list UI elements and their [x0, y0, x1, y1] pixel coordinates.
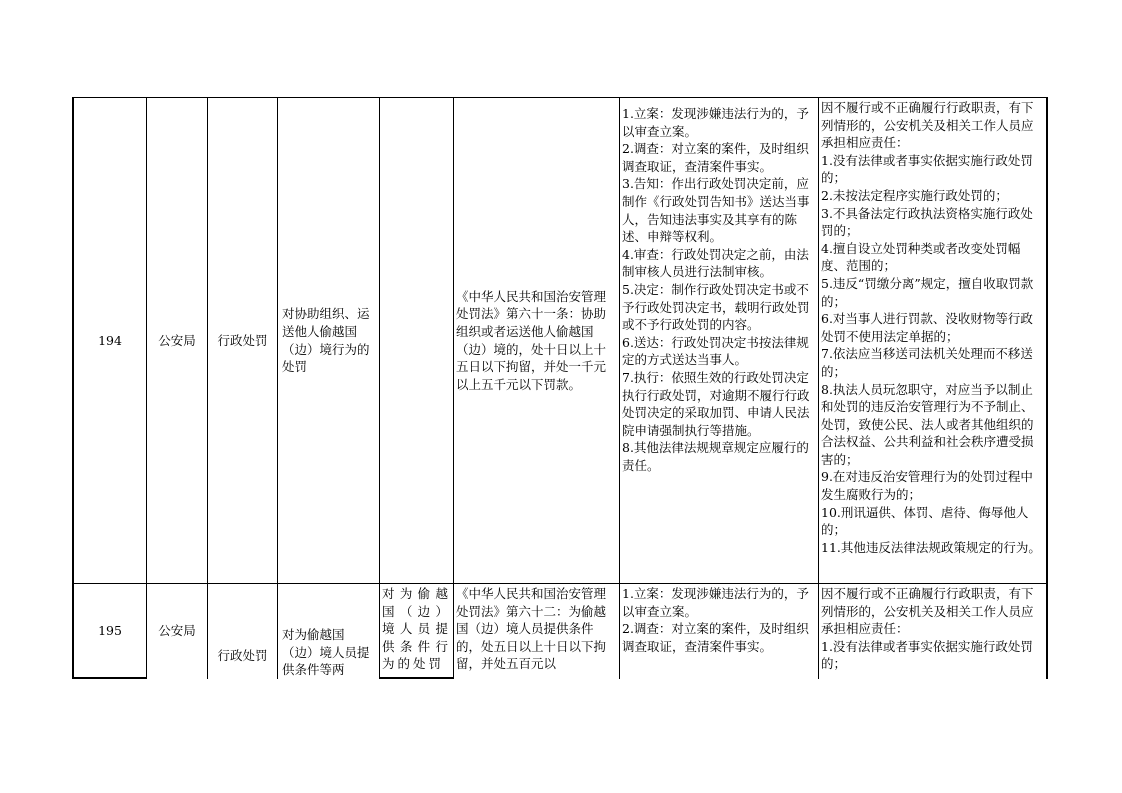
- row-195-basis: [453, 583, 620, 679]
- row-194-liability: [818, 97, 1048, 584]
- basis-text: 《中华人民共和国治安管理处罚法》第六十二：为偷越国（边）境人员提供条件的，处五日以上十日以下拘留，并处五百元以: [456, 586, 607, 672]
- row-194-process: [619, 97, 819, 584]
- row-195-seq: [72, 583, 147, 679]
- row-195-subitem: [379, 583, 454, 679]
- row-194-name: [277, 97, 380, 584]
- process-text: 1.立案：发现涉嫌违法行为的，予以审查立案。 2.调查：对立案的案件，及时组织调查取证，查清案件事实。: [622, 586, 809, 654]
- row-195-dept: [146, 583, 208, 679]
- row-194-type: [207, 97, 278, 584]
- item-name-text: 对协助组织、运送他人偷越国（边）境行为的处罚: [282, 306, 370, 375]
- row-194-subitem: [379, 97, 454, 584]
- row-194-dept: [146, 97, 208, 584]
- row-195-liability: [818, 583, 1048, 679]
- seq-text: 194: [98, 332, 122, 348]
- item-name-text: 对为偷越国（边）境人员提供条件等两: [282, 627, 370, 678]
- row-195-name: [277, 583, 380, 679]
- liability-text: 因不履行或不正确履行行政职责，有下列情形的，公安机关及相关工作人员应承担相应责任： 1.没有法律或者事实依据实施行政处罚的； 2.未按法定程序实施行政处罚的； 3.不具备法定行政执法资格实施行政处罚的； 4.擅自设立处罚种类或者改变处罚幅度、范围的； 5.违反“罚缴分离”规定，擅自收取罚款的； 6.对当事人进行罚款、没收财物等行政处罚不使用法定单据的； 7.依法应当移送司法机关处理而不移送的； 8.执法人员玩忽职守，对应当予以制止和处罚的违反治安管理行为不予制止、处罚，致使公民、法人或者其他组织的合法权益、公共利益和社会秩序遭受损害的； 9.在对违反治安管理行为的处罚过程中发生腐败行为的； 10.刑讯逼供、体罚、虐待、侮辱他人的； 11.其他违反法律法规政策规定的行为。: [821, 100, 1041, 555]
- basis-text: 《中华人民共和国治安管理处罚法》第六十一条：协助组织或者运送他人偷越国（边）境的，处十日以上十五日以下拘留，并处一千元以上五千元以下罚款。: [456, 288, 607, 392]
- dept-text: 公安局: [158, 623, 196, 638]
- type-text: 行政处罚: [217, 332, 268, 348]
- row-195-process: [619, 583, 819, 679]
- row-194-basis: [453, 97, 620, 584]
- row-194-seq: [72, 97, 147, 584]
- dept-text: 公安局: [158, 332, 196, 348]
- type-text: 行政处罚: [217, 648, 268, 663]
- process-text: 1.立案：发现涉嫌违法行为的，予以审查立案。 2.调查：对立案的案件，及时组织调查取证，查清案件事实。 3.告知：作出行政处罚决定前，应制作《行政处罚告知书》送达当事人，告知违法事实及其享有的陈述、申辩等权利。 4.审查：行政处罚决定之前，由法制审核人员进行法制审核。 5.决定：制作行政处罚决定书或不予行政处罚决定书，载明行政处罚或不予行政处罚的内容。 6.送达：行政处罚决定书按法律规定的方式送达当事人。 7.执行：依照生效的行政处罚决定执行行政处罚，对逾期不履行行政处罚决定的采取加罚、申请人民法院申请强制执行等措施。 8.其他法律法规规章规定应履行的责任。: [622, 106, 810, 473]
- subitem-text: 对为偷越国（边）境人员提供条件行为的处罚: [382, 586, 451, 672]
- seq-text: 195: [98, 623, 122, 638]
- liability-text: 因不履行或不正确履行行政职责，有下列情形的，公安机关及相关工作人员应承担相应责任： 1.没有法律或者事实依据实施行政处罚的；: [821, 586, 1034, 672]
- row-195-type: [207, 583, 278, 679]
